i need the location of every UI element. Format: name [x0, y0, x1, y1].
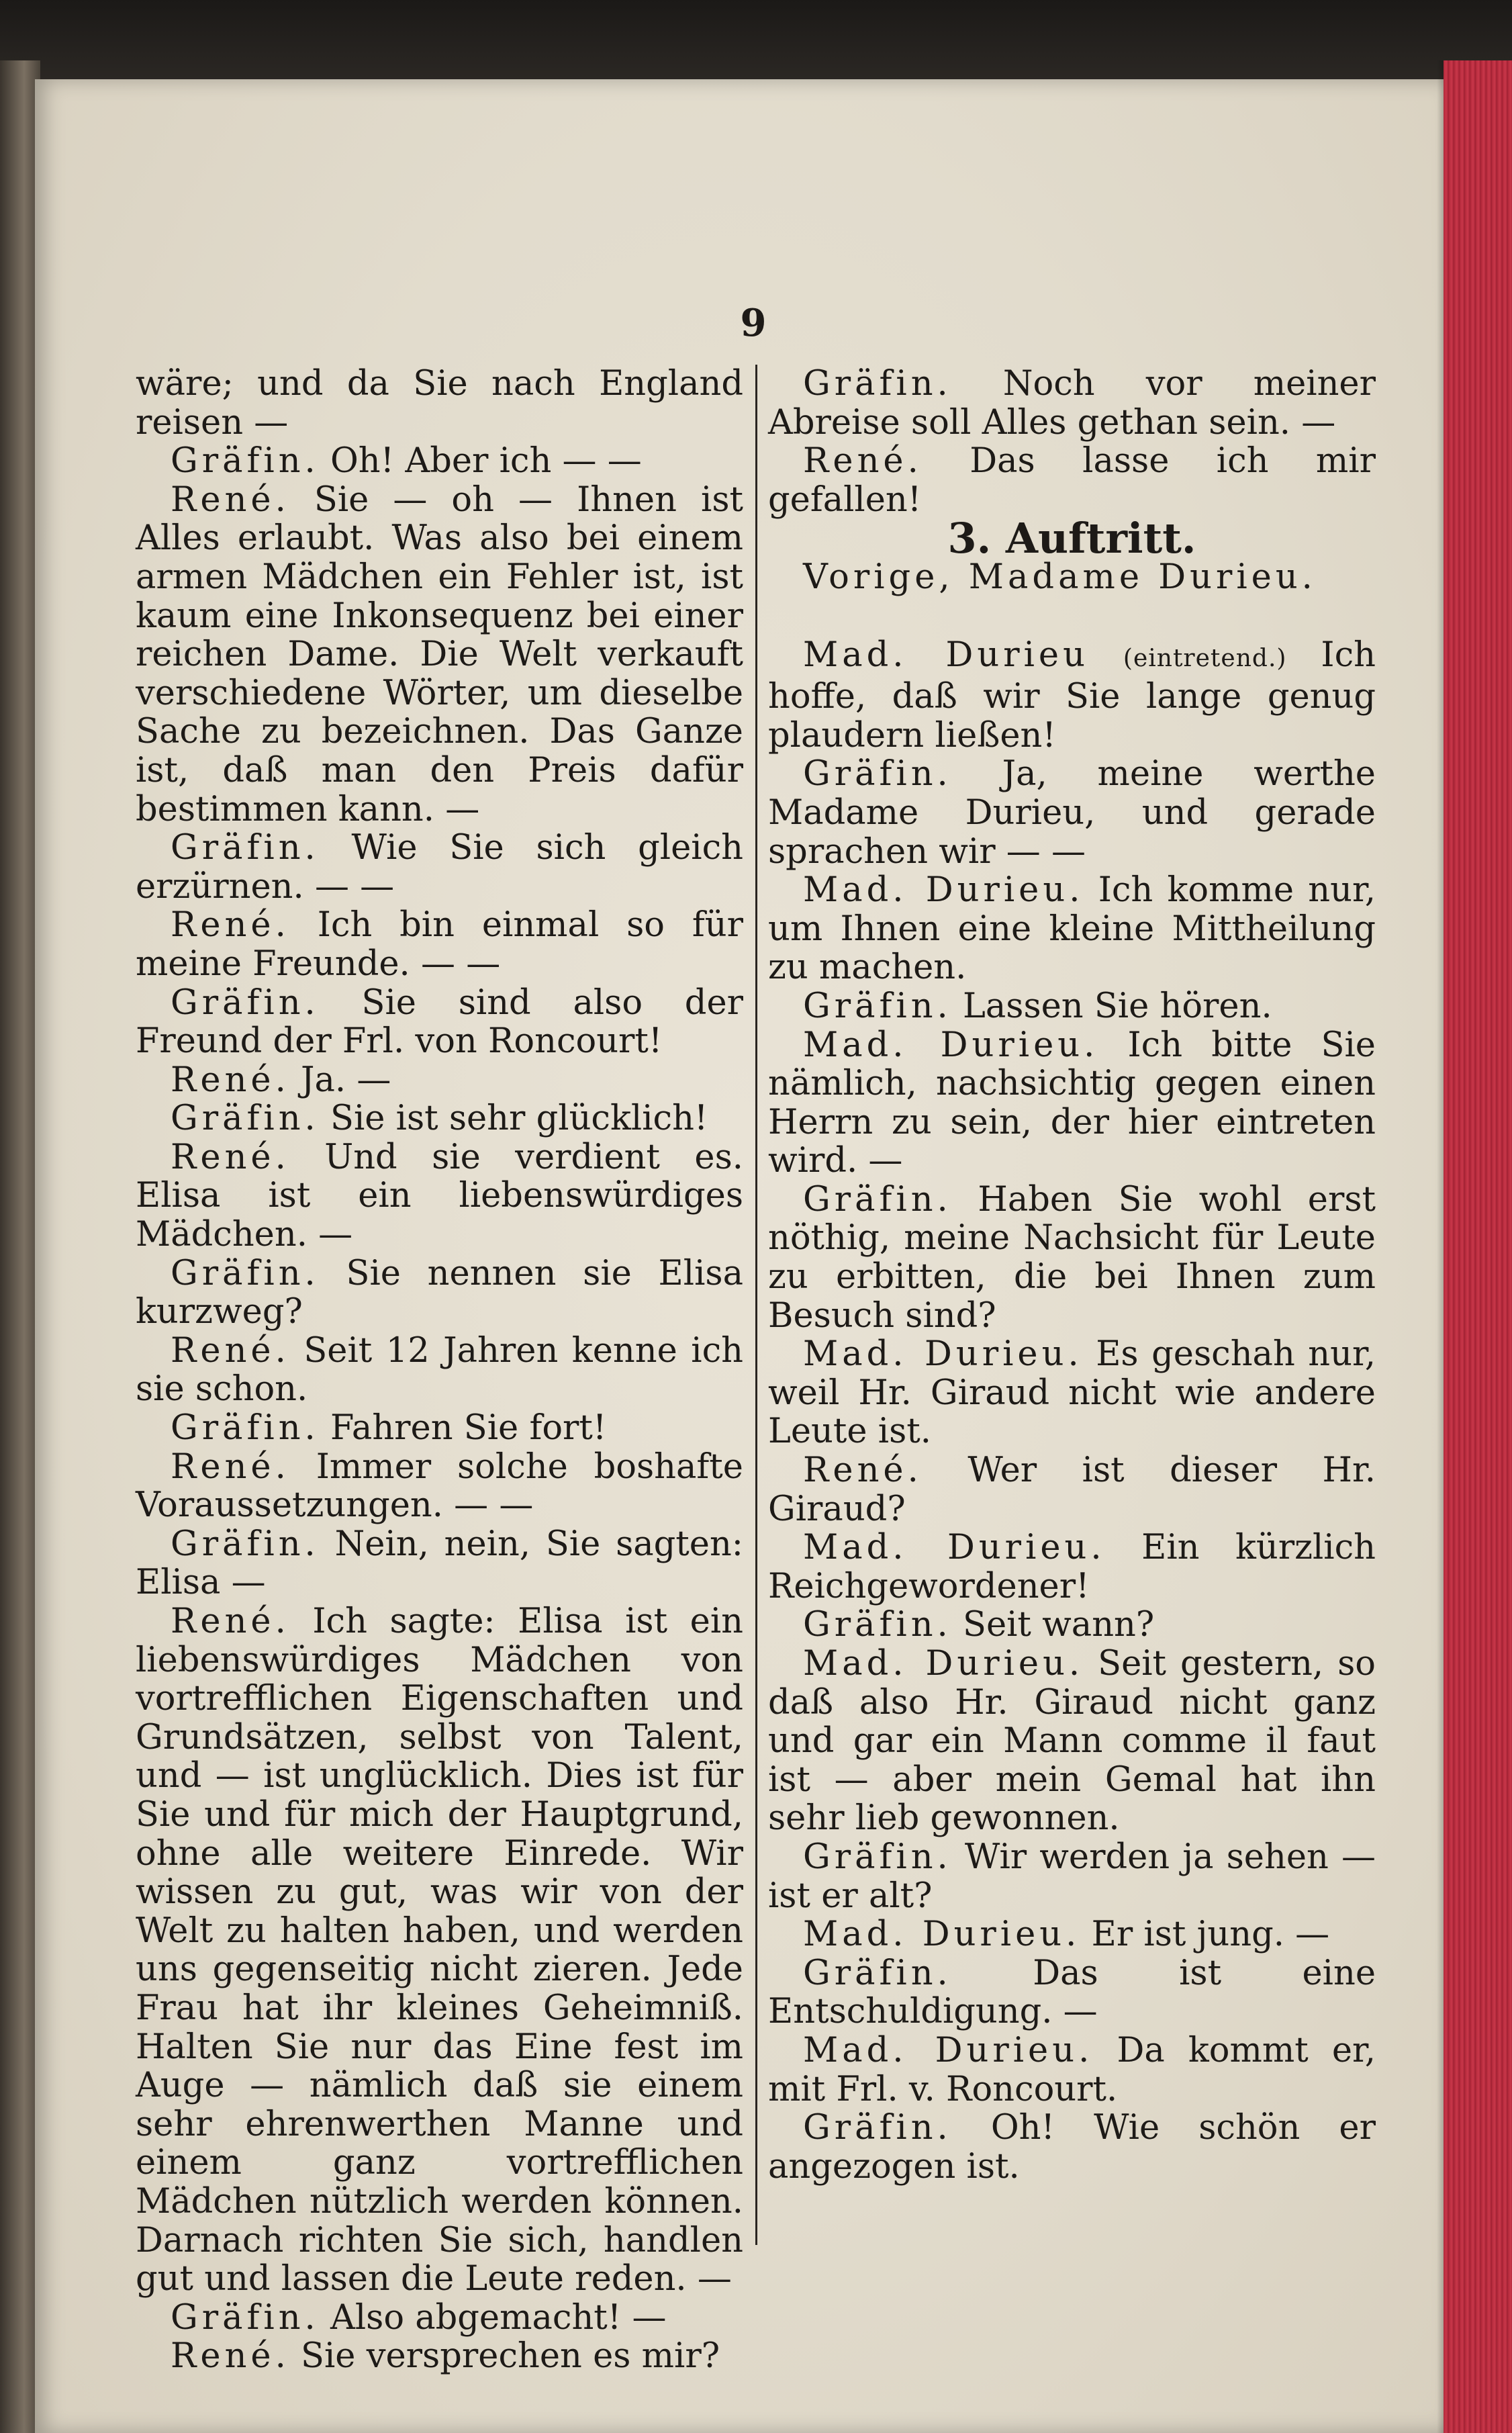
- speech-text: Da kommt er, mit Frl. v. Roncourt.: [768, 2030, 1376, 2109]
- speaker-name: René.: [171, 1137, 290, 1177]
- dialogue-line: [136, 1099, 743, 1138]
- speaker-name: Gräfin.: [803, 1953, 952, 1993]
- dialogue-line: [136, 1525, 743, 1602]
- speaker-name: Mad. Durieu.: [803, 1915, 1081, 1955]
- dialogue-line: [136, 2299, 743, 2338]
- speech-text: Nein, nein, Sie sagten: Elisa —: [136, 1524, 743, 1603]
- speech-text: Ich bin einmal so für meine Freunde. — —: [136, 905, 743, 984]
- speech-text: Noch vor meiner Abreise soll Alles gethan sein. —: [768, 364, 1376, 443]
- speaker-name: Gräfin.: [803, 364, 952, 404]
- speaker-name: Mad. Durieu.: [803, 1334, 1083, 1375]
- dialogue-line: [768, 1181, 1376, 1335]
- speaker-name: Gräfin.: [803, 1179, 952, 1220]
- speech-text: Sie — oh — Ihnen ist Alles erlaubt. Was also bei einem armen Mädchen ein Fehler ist, ist kaum eine Inkonsequenz bei einer reichen Dame. Die Welt verkauft verschiedene Wörter, um dieselbe Sache zu bezeichnen. Das Ganze ist, daß man den Preis dafür bestimmen kann. —: [136, 479, 743, 829]
- dialogue-line: [768, 442, 1376, 519]
- speaker-name: Gräfin.: [803, 1837, 952, 1877]
- speaker-name: Gräfin.: [171, 982, 320, 1023]
- speech-text: Das ist eine Entschuldigung. —: [768, 1953, 1376, 2032]
- speech-text: Das lasse ich mir gefallen!: [768, 441, 1376, 520]
- dialogue-line: [768, 2109, 1376, 2186]
- left-page-edges: [0, 60, 40, 2433]
- speech-text: Ja, meine werthe Madame Durieu, und gerade sprachen wir — —: [768, 754, 1376, 872]
- speaker-name: Gräfin.: [803, 754, 952, 794]
- dialogue-line: [768, 1451, 1376, 1528]
- speech-text: Und sie verdient es. Elisa ist ein liebenswürdiges Mädchen. —: [136, 1137, 743, 1255]
- dialogue-line: [768, 1954, 1376, 2031]
- speech-text: Wie Sie sich gleich erzürnen. — —: [136, 828, 743, 907]
- speaker-name: René.: [803, 1451, 923, 1491]
- speaker-name: Gräfin.: [803, 1605, 952, 1645]
- right-column-bottom: [768, 636, 1376, 2187]
- dialogue-line: [136, 1409, 743, 1448]
- speech-text: Er ist jung. —: [1091, 1915, 1330, 1955]
- speaker-name: Mad. Durieu.: [803, 870, 1084, 911]
- speaker-name: Gräfin.: [171, 1408, 320, 1449]
- speaker-name: Gräfin.: [171, 2297, 320, 2338]
- dialogue-line: [136, 1254, 743, 1332]
- speech-text: Seit 12 Jahren kenne ich sie schon.: [136, 1330, 743, 1410]
- right-column: [768, 365, 1376, 2186]
- speech-text: Lassen Sie hören.: [963, 986, 1272, 1026]
- speaker-name: René.: [171, 905, 290, 946]
- speech-text: Sie nennen sie Elisa kurzweg?: [136, 1253, 743, 1332]
- speech-text: Seit gestern, so daß also Hr. Giraud nicht ganz und gar ein Mann comme il faut ist — aber mein Gemal hat ihn sehr lieb gewonnen.: [768, 1644, 1376, 1839]
- speech-text: Oh! Wie schön er angezogen ist.: [768, 2108, 1376, 2187]
- speaker-name: René.: [171, 2336, 290, 2377]
- dialogue-line: [136, 1061, 743, 1100]
- dialogue-line: [768, 1528, 1376, 1606]
- speech-text: wäre; und da Sie nach England reisen —: [136, 364, 743, 443]
- dialogue-line: [768, 2031, 1376, 2109]
- speaker-name: Mad. Durieu.: [803, 2030, 1094, 2070]
- speech-text: Ich sagte: Elisa ist ein liebenswürdiges Mädchen von vortrefflichen Eigenschaften und Grundsätzen, selbst von Talent, und — ist unglücklich. Dies ist für Sie und für mich der Hauptgrund, ohne alle weitere Einrede. Wir wissen zu gut, was wir von der Welt zu halten haben, und werden uns gegenseitig nicht zieren. Jede Frau hat ihr kleines Geheimniß. Halten Sie nur das Eine fest im Auge — nämlich daß sie einem sehr ehrenwerthen Manne und einem ganz vortrefflichen Mädchen nützlich werden können. Darnach richten Sie sich, handlen gut und lassen die Leute reden. —: [136, 1602, 743, 2299]
- speaker-name: Gräfin.: [171, 1253, 320, 1293]
- dialogue-line: [136, 1602, 743, 2299]
- speech-text: Sie sind also der Freund der Frl. von Roncourt!: [136, 982, 744, 1062]
- speaker-name: René.: [171, 1602, 290, 1641]
- speech-text: Seit wann?: [963, 1605, 1155, 1645]
- red-page-edge: [1444, 60, 1512, 2433]
- stage-direction: (eintretend.): [1123, 644, 1287, 672]
- left-column: [136, 365, 743, 2376]
- dialogue-line: [768, 1606, 1376, 1645]
- speech-text: Ein kürzlich Reichgewordener!: [768, 1528, 1376, 1606]
- speaker-name: Gräfin.: [171, 828, 320, 868]
- cast-line: Vorige, Madame Durieu.: [803, 557, 1317, 597]
- speaker-name: Gräfin.: [171, 1524, 320, 1564]
- dialogue-line: [136, 829, 743, 906]
- speech-text: Ich hoffe, daß wir Sie lange genug plaudern ließen!: [768, 635, 1376, 755]
- dialogue-line: [136, 1138, 743, 1254]
- speech-text: Also abgemacht! —: [330, 2297, 667, 2338]
- column-divider: [755, 365, 757, 2245]
- speaker-name: Gräfin.: [803, 986, 952, 1026]
- speaker-name: Gräfin.: [171, 1099, 320, 1139]
- speech-text: Sie ist sehr glücklich!: [330, 1099, 708, 1139]
- speaker-name: René.: [171, 1330, 290, 1371]
- dialogue-line: [768, 1026, 1376, 1181]
- text-line: [136, 365, 743, 442]
- dialogue-line: [768, 1915, 1376, 1954]
- dialogue-line: [768, 755, 1376, 871]
- dialogue-line: [136, 1332, 743, 1409]
- dialogue-line: [768, 1645, 1376, 1838]
- page-number: 9: [740, 301, 767, 345]
- speaker-name: Mad. Durieu.: [803, 1644, 1084, 1684]
- scene-title: 3. Auftritt.: [947, 514, 1196, 563]
- dialogue-line: [768, 987, 1376, 1026]
- speech-text: Es geschah nur, weil Hr. Giraud nicht wie andere Leute ist.: [768, 1334, 1376, 1452]
- dialogue-line: [768, 871, 1376, 987]
- speaker-name: René.: [803, 441, 923, 481]
- speaker-name: Gräfin.: [803, 2108, 952, 2148]
- speech-text: Ich komme nur, um Ihnen eine kleine Mittheilung zu machen.: [768, 870, 1376, 988]
- speech-text: Ja. —: [301, 1060, 391, 1100]
- dialogue-line: [136, 481, 743, 829]
- dialogue-line: [136, 906, 743, 983]
- right-column-top: [768, 365, 1376, 519]
- speech-text: Wir werden ja sehen — ist er alt?: [768, 1837, 1376, 1916]
- speech-text: Immer solche boshafte Voraussetzungen. — —: [136, 1447, 743, 1526]
- dialogue-line: [768, 365, 1376, 442]
- speaker-name: René.: [171, 1447, 290, 1487]
- speaker-name: Mad. Durieu: [803, 635, 1089, 675]
- speech-text: Oh! Aber ich — —: [330, 441, 642, 481]
- dialogue-line: [136, 1448, 743, 1525]
- speaker-name: Gräfin.: [171, 441, 320, 481]
- dialogue-line: [768, 636, 1376, 755]
- dialogue-line: [136, 442, 743, 481]
- speech-text: Haben Sie wohl erst nöthig, meine Nachsicht für Leute zu erbitten, die bei Ihnen zum Besuch sind?: [768, 1179, 1376, 1336]
- speech-text: Fahren Sie fort!: [330, 1408, 607, 1449]
- dialogue-line: [136, 2337, 743, 2376]
- speech-text: Ich bitte Sie nämlich, nachsichtig gegen einen Herrn zu sein, der hier eintreten wird. —: [768, 1025, 1376, 1181]
- speech-text: Sie versprechen es mir?: [301, 2336, 720, 2377]
- speaker-name: René.: [171, 1060, 290, 1100]
- dialogue-line: [768, 1838, 1376, 1915]
- dialogue-line: [768, 1335, 1376, 1451]
- speaker-name: René.: [171, 479, 290, 520]
- speaker-name: Mad. Durieu.: [803, 1528, 1106, 1568]
- dialogue-line: [136, 984, 743, 1061]
- speaker-name: Mad. Durieu.: [803, 1025, 1099, 1065]
- book-page: [35, 79, 1444, 2433]
- speech-text: Wer ist dieser Hr. Giraud?: [768, 1451, 1376, 1529]
